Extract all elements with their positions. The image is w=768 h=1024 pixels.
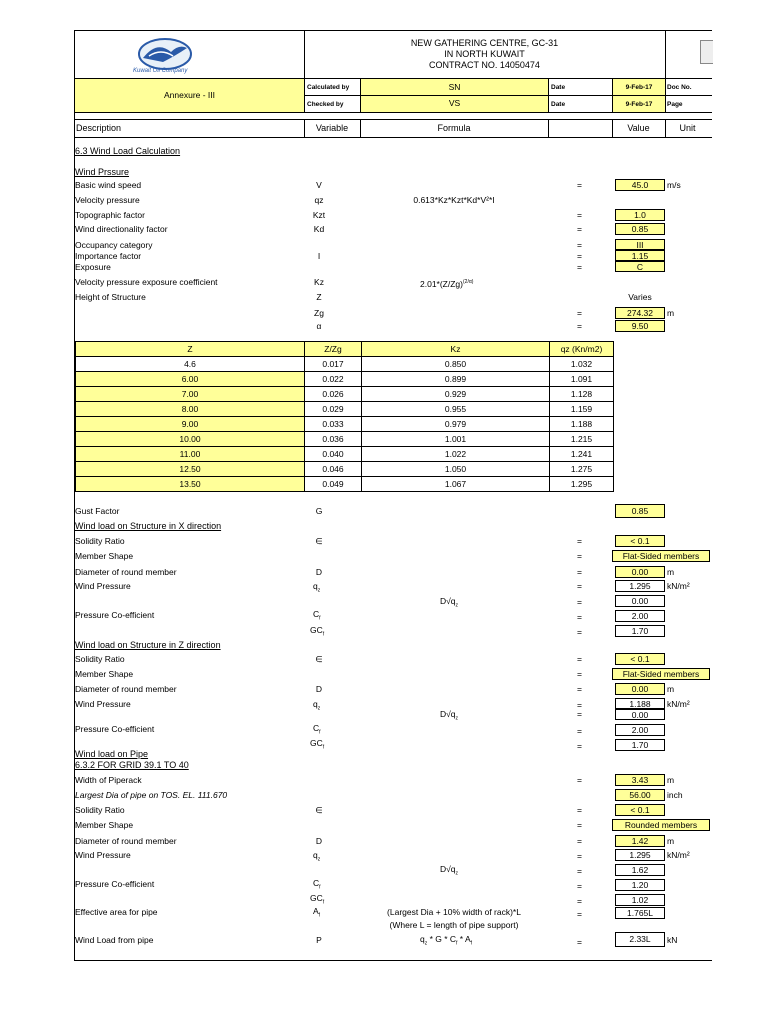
effective-area-formula: (Largest Dia + 10% width of rack)*L — [387, 907, 521, 917]
col-variable: Variable — [315, 123, 349, 133]
x-dq-value: 0.00 — [615, 595, 665, 607]
cell-qz: 1.091 — [550, 372, 614, 387]
gust-factor-label: Gust Factor — [75, 506, 120, 516]
z-gcf-var — [310, 738, 324, 754]
eq-sign: = — [577, 937, 582, 947]
z-pressure-value: 1.188 — [615, 698, 665, 709]
exposure-label: Exposure — [75, 262, 111, 272]
cell-qz: 1.128 — [550, 387, 614, 402]
var-gc: GC — [310, 738, 323, 748]
var-q: q — [313, 581, 318, 591]
pipe-gcf-value: 1.02 — [615, 894, 665, 906]
var-c-sub: f — [319, 729, 321, 736]
z-cf-var — [313, 723, 321, 739]
table-row — [76, 387, 614, 402]
x-pressure-unit: kN/m² — [667, 581, 690, 591]
var-kd: Kd — [313, 224, 325, 234]
checked-by-value: VS — [448, 98, 461, 108]
table-header-z: Z — [76, 342, 305, 357]
cell-zzg: 0.036 — [305, 432, 362, 447]
x-cf-value: 2.00 — [615, 610, 665, 622]
var-c: C — [313, 723, 320, 733]
project-title-line-2: IN NORTH KUWAIT — [444, 49, 525, 59]
var-c-sub: f — [319, 884, 321, 891]
z-diameter-label: Diameter of round member — [75, 684, 177, 694]
pipe-shape-value: Rounded members — [612, 819, 710, 831]
cell-kz: 1.001 — [362, 432, 550, 447]
col-value: Value — [627, 123, 650, 133]
cell-z: 10.00 — [76, 432, 305, 447]
pipe-diameter-unit: m — [667, 836, 675, 846]
z-cf-value: 2.00 — [615, 724, 665, 736]
table-row — [76, 402, 614, 417]
table-row — [76, 357, 614, 372]
pipe-pressure-unit: kN/m² — [667, 850, 690, 860]
date-label-1: Date — [551, 84, 566, 91]
table-row — [76, 477, 614, 492]
topographic-factor-label: Topographic factor — [75, 210, 145, 220]
var-gc-sub: f — [322, 631, 325, 638]
kz-formula-base: 2.01*(Z/Zg) — [420, 278, 463, 289]
height-value: Varies — [628, 292, 652, 302]
col-description: Description — [76, 123, 122, 133]
cell-kz: 1.022 — [362, 447, 550, 462]
directionality-factor-label: Wind directionality factor — [75, 224, 168, 234]
table-row — [76, 417, 614, 432]
pipe-pressure-label: Wind Pressure — [75, 850, 131, 860]
company-logo — [125, 34, 205, 76]
height-of-structure-label: Height of Structure — [75, 292, 146, 302]
x-diameter-value: 0.00 — [615, 566, 665, 578]
eq-sign: = — [577, 551, 582, 561]
importance-factor-value: 1.15 — [615, 250, 665, 261]
cell-qz: 1.215 — [550, 432, 614, 447]
cell-qz: 1.159 — [550, 402, 614, 417]
table-row — [76, 432, 614, 447]
section-title: 6.3 Wind Load Calculation — [75, 146, 181, 156]
z-dq-formula — [440, 709, 458, 725]
cell-z: 4.6 — [76, 357, 305, 372]
x-direction-heading: Wind load on Structure in X direction — [75, 521, 222, 531]
pipe-dq-value: 1.62 — [615, 864, 665, 876]
var-gc: GC — [310, 893, 323, 903]
x-pressure-var — [313, 581, 320, 597]
pipe-shape-label: Member Shape — [75, 820, 134, 830]
table-row — [76, 447, 614, 462]
load-mid: * G * C — [427, 934, 457, 944]
eq-sign: = — [577, 321, 582, 331]
eq-sign: = — [577, 210, 582, 220]
cell-z: 7.00 — [76, 387, 305, 402]
var-q-sub: z — [317, 587, 321, 594]
project-title-line-1: NEW GATHERING CENTRE, GC-31 — [410, 38, 559, 48]
var-qz: qz — [314, 195, 324, 205]
z-shape-label: Member Shape — [75, 669, 134, 679]
z-gcf-value: 1.70 — [615, 739, 665, 751]
piperack-width-unit: m — [667, 775, 675, 785]
eq-sign: = — [577, 881, 582, 891]
var-q: q — [313, 699, 318, 709]
cell-z: 13.50 — [76, 477, 305, 492]
effective-area-label: Effective area for pipe — [75, 907, 158, 917]
pipe-cf-value: 1.20 — [615, 879, 665, 891]
largest-dia-unit: inch — [667, 790, 683, 800]
eq-sign: = — [577, 224, 582, 234]
z-pressure-unit: kN/m² — [667, 699, 690, 709]
cell-kz: 0.850 — [362, 357, 550, 372]
var-alpha: α — [316, 321, 322, 331]
eq-sign: = — [577, 684, 582, 694]
basic-wind-speed-value: 45.0 — [615, 179, 665, 191]
kz-formula-exponent: (2/α) — [463, 279, 474, 285]
pipe-pressure-var — [313, 850, 320, 866]
calculated-by-value: SN — [448, 82, 461, 92]
velocity-pressure-label: Velocity pressure — [75, 195, 140, 205]
eq-sign: = — [577, 240, 582, 250]
wind-load-pipe-label: Wind Load from pipe — [75, 935, 154, 945]
effective-area-note: (Where L = length of pipe support) — [389, 920, 519, 930]
var-z: Z — [316, 292, 322, 302]
eq-sign: = — [577, 654, 582, 664]
var-kz: Kz — [314, 277, 324, 287]
pipe-solidity-var: ∈ — [315, 805, 323, 815]
cell-qz: 1.295 — [550, 477, 614, 492]
dq-formula-base: D√q — [440, 596, 456, 606]
table-header-qz: qz (Kn/m2) — [550, 342, 614, 357]
largest-dia-value: 56.00 — [615, 789, 665, 801]
x-diameter-label: Diameter of round member — [75, 567, 177, 577]
x-solidity-value: < 0.1 — [615, 535, 665, 547]
cell-z: 8.00 — [76, 402, 305, 417]
page-label: Page — [667, 101, 683, 108]
dq-formula-base: D√q — [440, 709, 456, 719]
z-diameter-var: D — [315, 684, 323, 694]
x-pressure-value: 1.295 — [615, 580, 665, 592]
pipe-heading: Wind load on Pipe — [75, 749, 149, 759]
checked-by-label: Checked by — [307, 101, 344, 108]
load-tail: * A — [457, 934, 471, 944]
basic-wind-speed-label: Basic wind speed — [75, 180, 142, 190]
zg-value: 274.32 — [615, 307, 665, 319]
cell-zzg: 0.049 — [305, 477, 362, 492]
cell-zzg: 0.040 — [305, 447, 362, 462]
eq-sign: = — [577, 820, 582, 830]
date-label-2: Date — [551, 101, 566, 108]
eq-sign: = — [577, 536, 582, 546]
eq-sign: = — [577, 741, 582, 751]
eq-sign: = — [577, 581, 582, 591]
table-header-zzg: Z/Zg — [305, 342, 362, 357]
z-shape-value: Flat-Sided members — [612, 668, 710, 680]
unit-ms: m/s — [667, 180, 681, 190]
eq-sign: = — [577, 627, 582, 637]
pipe-cf-var — [313, 878, 321, 894]
cell-kz: 0.899 — [362, 372, 550, 387]
var-c: C — [313, 878, 320, 888]
x-gcf-var — [310, 625, 324, 641]
alpha-value: 9.50 — [615, 320, 665, 332]
x-cf-label: Pressure Co-efficient — [75, 610, 155, 620]
eq-sign: = — [577, 597, 582, 607]
eq-sign: = — [577, 669, 582, 679]
eq-sign: = — [577, 251, 582, 261]
bottom-rule — [74, 960, 712, 961]
load-c-sub: f — [456, 940, 458, 947]
x-shape-label: Member Shape — [75, 551, 134, 561]
pipe-diameter-value: 1.42 — [615, 835, 665, 847]
exposure-value: C — [615, 261, 665, 272]
x-solidity-var: ∈ — [315, 536, 323, 546]
cell-qz: 1.275 — [550, 462, 614, 477]
eq-sign: = — [577, 805, 582, 815]
date-value-2: 9-Feb-17 — [625, 101, 653, 108]
header-corner-box — [700, 40, 713, 64]
eq-sign: = — [577, 909, 582, 919]
cell-kz: 0.955 — [362, 402, 550, 417]
calculated-by-label: Calculated by — [307, 84, 350, 91]
kz-coefficient-label: Velocity pressure exposure coefficient — [75, 277, 218, 287]
pipe-cf-label: Pressure Co-efficient — [75, 879, 155, 889]
effective-area-var — [313, 906, 320, 922]
doc-no-label: Doc No. — [667, 84, 692, 91]
pipe-dq-formula — [440, 864, 458, 880]
dq-formula-sub: z — [455, 715, 459, 722]
z-diameter-value: 0.00 — [615, 683, 665, 695]
x-dq-formula — [440, 596, 458, 612]
var-zg: Zg — [314, 308, 324, 318]
table-header-kz: Kz — [362, 342, 550, 357]
var-q: q — [313, 850, 318, 860]
z-dq-value: 0.00 — [615, 709, 665, 720]
var-gc-sub: f — [322, 744, 325, 751]
occupancy-category-value: III — [615, 239, 665, 250]
x-pressure-label: Wind Pressure — [75, 581, 131, 591]
logo-text: Kuwait Oil Company — [133, 68, 188, 74]
cell-qz: 1.188 — [550, 417, 614, 432]
z-solidity-var: ∈ — [315, 654, 323, 664]
cell-kz: 1.067 — [362, 477, 550, 492]
eq-sign: = — [577, 567, 582, 577]
var-c-sub: f — [319, 615, 321, 622]
cell-z: 6.00 — [76, 372, 305, 387]
x-gcf-value: 1.70 — [615, 625, 665, 637]
eq-sign: = — [577, 726, 582, 736]
eq-sign: = — [577, 709, 582, 719]
cell-kz: 1.050 — [362, 462, 550, 477]
largest-dia-label: Largest Dia of pipe on TOS. EL. 111.670 — [75, 790, 228, 800]
table-row — [76, 462, 614, 477]
wind-load-pipe-var: P — [316, 935, 322, 945]
x-shape-value: Flat-Sided members — [612, 550, 710, 562]
date-value-1: 9-Feb-17 — [625, 84, 653, 91]
eq-sign: = — [577, 180, 582, 190]
unit-m: m — [667, 308, 675, 318]
cell-zzg: 0.022 — [305, 372, 362, 387]
eq-sign: = — [577, 612, 582, 622]
eq-sign: = — [577, 866, 582, 876]
x-diameter-var: D — [315, 567, 323, 577]
cell-kz: 0.979 — [362, 417, 550, 432]
eq-sign: = — [577, 700, 582, 710]
pipe-subheading: 6.3.2 FOR GRID 39.1 TO 40 — [75, 760, 189, 770]
eq-sign: = — [577, 262, 582, 272]
z-pressure-label: Wind Pressure — [75, 699, 131, 709]
dq-formula-sub: z — [455, 602, 459, 609]
load-a-sub: f — [470, 940, 473, 947]
directionality-factor-value: 0.85 — [615, 223, 665, 235]
pipe-solidity-value: < 0.1 — [615, 804, 665, 816]
var-gc-sub: f — [322, 899, 325, 906]
pipe-pressure-value: 1.295 — [615, 849, 665, 861]
occupancy-category-label: Occupancy category — [75, 240, 153, 250]
var-q-sub: z — [317, 856, 321, 863]
wind-load-pipe-value: 2.33L — [615, 932, 665, 947]
eq-sign: = — [577, 308, 582, 318]
load-q: q — [420, 934, 425, 944]
cell-qz: 1.241 — [550, 447, 614, 462]
var-v: V — [316, 180, 322, 190]
annexure-label: Annexure - III — [163, 90, 216, 100]
effective-area-value: 1.765L — [615, 907, 665, 919]
eq-sign: = — [577, 896, 582, 906]
pipe-solidity-label: Solidity Ratio — [75, 805, 125, 815]
wind-load-pipe-formula — [420, 934, 472, 950]
cell-zzg: 0.029 — [305, 402, 362, 417]
col-unit: Unit — [679, 123, 696, 133]
dq-formula-sub: z — [455, 870, 459, 877]
z-solidity-label: Solidity Ratio — [75, 654, 125, 664]
var-g: G — [315, 506, 323, 516]
var-c: C — [313, 609, 320, 619]
kz-table — [75, 341, 614, 492]
piperack-width-label: Width of Piperack — [75, 775, 142, 785]
load-q-sub: z — [424, 940, 428, 947]
cell-zzg: 0.026 — [305, 387, 362, 402]
project-title-line-3: CONTRACT NO. 14050474 — [429, 60, 540, 70]
col-formula: Formula — [437, 123, 471, 133]
x-cf-var — [313, 609, 321, 625]
z-pressure-var — [313, 699, 320, 715]
var-a: A — [313, 906, 319, 916]
cell-z: 9.00 — [76, 417, 305, 432]
cell-zzg: 0.033 — [305, 417, 362, 432]
gust-factor-value: 0.85 — [615, 504, 665, 518]
table-row — [76, 372, 614, 387]
eq-sign: = — [577, 775, 582, 785]
cell-qz: 1.032 — [550, 357, 614, 372]
var-kzt: Kzt — [312, 210, 326, 220]
importance-factor-label: Importance factor — [75, 251, 142, 261]
cell-z: 12.50 — [76, 462, 305, 477]
velocity-pressure-formula: 0.613*Kz*Kzt*Kd*V²*I — [413, 195, 495, 205]
wind-pressure-heading: Wind Prssure — [75, 167, 130, 177]
x-solidity-label: Solidity Ratio — [75, 536, 125, 546]
eq-sign: = — [577, 836, 582, 846]
z-direction-heading: Wind load on Structure in Z direction — [75, 640, 221, 650]
cell-zzg: 0.017 — [305, 357, 362, 372]
kz-formula — [420, 277, 473, 290]
var-q-sub: z — [317, 705, 321, 712]
x-diameter-unit: m — [667, 567, 675, 577]
var-a-sub: f — [318, 912, 321, 919]
var-i: I — [317, 251, 321, 261]
cell-z: 11.00 — [76, 447, 305, 462]
z-cf-label: Pressure Co-efficient — [75, 724, 155, 734]
cell-zzg: 0.046 — [305, 462, 362, 477]
piperack-width-value: 3.43 — [615, 774, 665, 786]
var-gc: GC — [310, 625, 323, 635]
pipe-diameter-label: Diameter of round member — [75, 836, 177, 846]
eq-sign: = — [577, 851, 582, 861]
wind-load-pipe-unit: kN — [667, 935, 678, 945]
z-solidity-value: < 0.1 — [615, 653, 665, 665]
dq-formula-base: D√q — [440, 864, 456, 874]
topographic-factor-value: 1.0 — [615, 209, 665, 221]
pipe-diameter-var: D — [315, 836, 323, 846]
z-diameter-unit: m — [667, 684, 675, 694]
cell-kz: 0.929 — [362, 387, 550, 402]
